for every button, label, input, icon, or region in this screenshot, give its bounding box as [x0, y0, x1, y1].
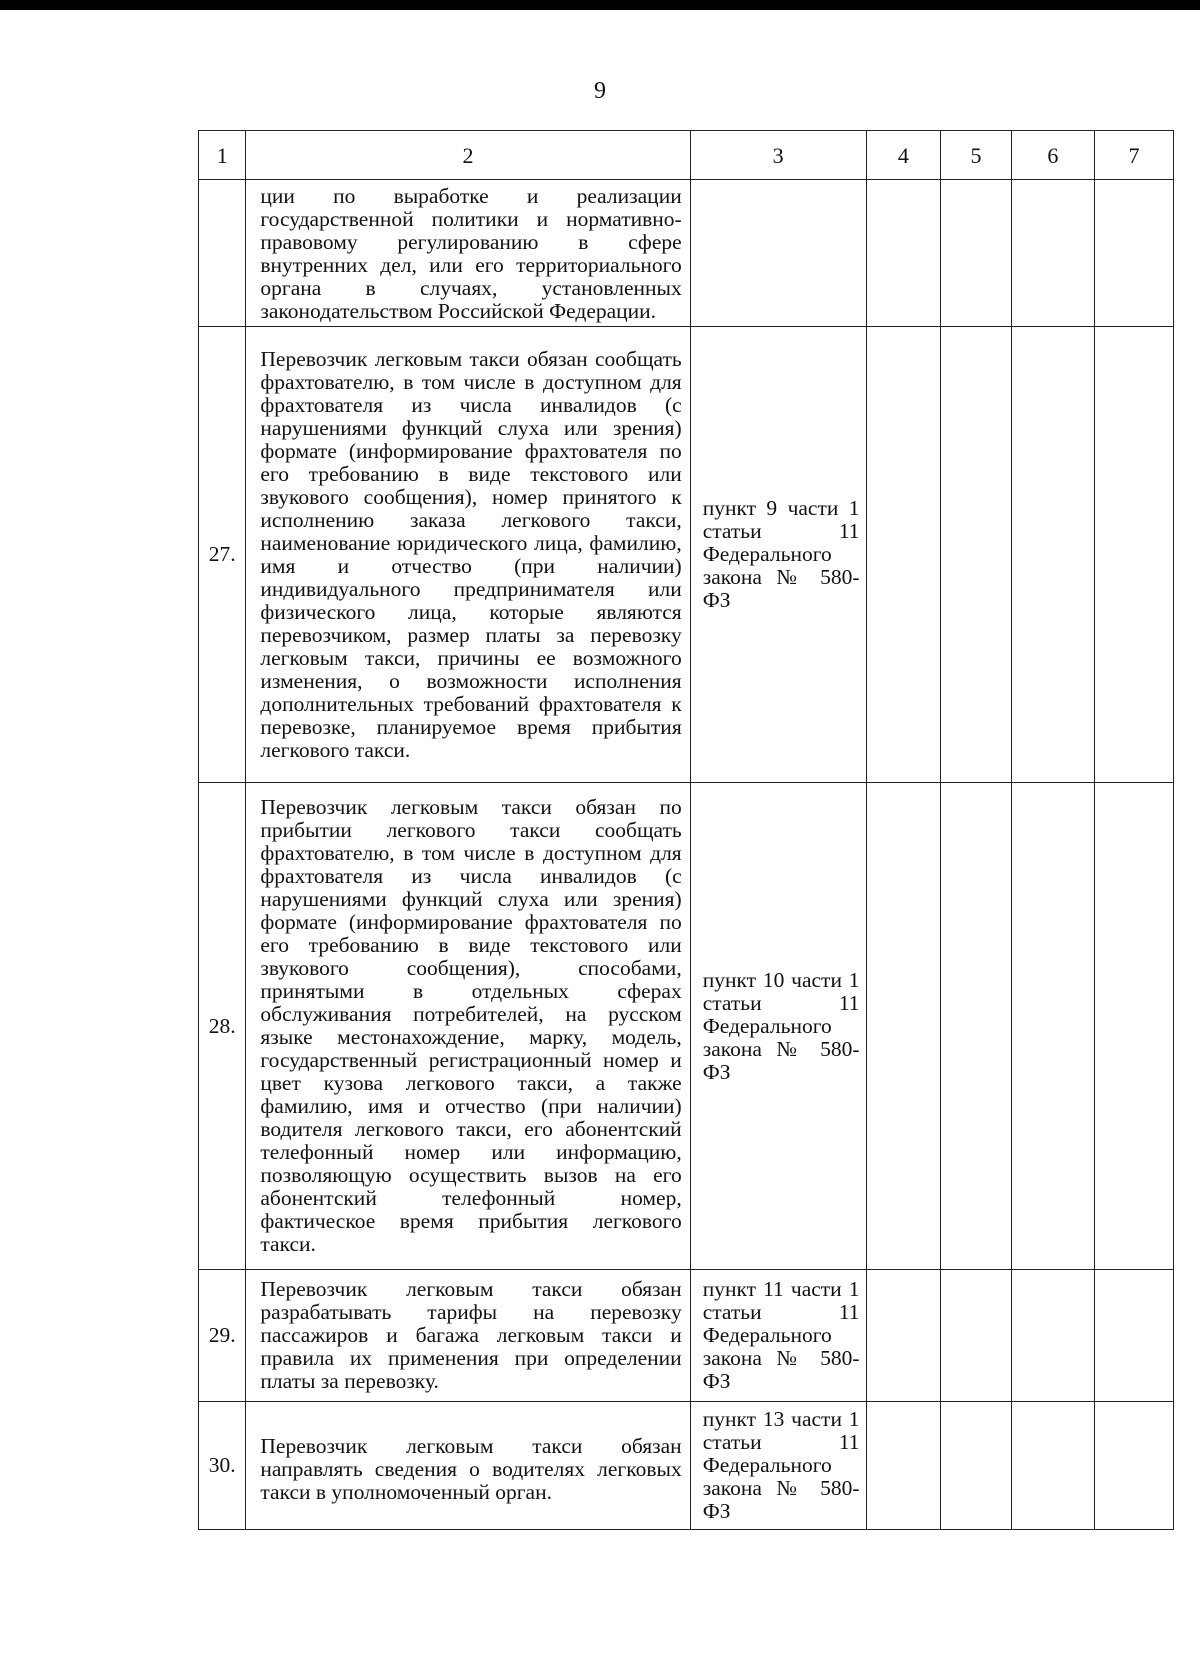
- checklist-table: [198, 130, 1174, 1530]
- check-cell-7: [1094, 327, 1173, 783]
- check-cell-7: [1094, 180, 1173, 327]
- check-cell-6: [1011, 1270, 1094, 1402]
- check-cell-4: [866, 180, 941, 327]
- table-row: [199, 327, 1174, 783]
- check-cell-6: [1011, 180, 1094, 327]
- table-row: [199, 1270, 1174, 1402]
- check-cell-5: [941, 783, 1012, 1270]
- check-cell-6: [1011, 783, 1094, 1270]
- row-number-cell: 30.: [199, 1402, 246, 1530]
- header-row: [199, 131, 1174, 180]
- reference-cell: пункт 13 части 1 статьи 11 Федерального закона № 580-ФЗ: [690, 1402, 866, 1530]
- check-cell-5: [941, 327, 1012, 783]
- check-cell-4: [866, 1402, 941, 1530]
- table-row: [199, 1402, 1174, 1530]
- header-col-5: 5: [941, 131, 1012, 180]
- requirement-cell: Перевозчик легковым такси обязан разрабатывать тарифы на перевозку пассажиров и багажа легковым такси и правила их применения при определении платы за перевозку.: [246, 1270, 690, 1402]
- table-row-continuation: [199, 180, 1174, 327]
- header-col-7: 7: [1094, 131, 1173, 180]
- check-cell-5: [941, 180, 1012, 327]
- requirement-cell: ции по выработке и реализации государственной политики и нормативно-правовому регулированию в сфере внутренних дел, или его территориального органа в случаях, установленных законодательством Российской Федерации.: [246, 180, 690, 327]
- header-col-3: 3: [690, 131, 866, 180]
- header-col-6: 6: [1011, 131, 1094, 180]
- check-cell-7: [1094, 783, 1173, 1270]
- page-number: 9: [594, 78, 606, 104]
- row-number-cell: 29.: [199, 1270, 246, 1402]
- check-cell-6: [1011, 1402, 1094, 1530]
- table-row: [199, 783, 1174, 1270]
- check-cell-5: [941, 1402, 1012, 1530]
- check-cell-7: [1094, 1270, 1173, 1402]
- header-col-2: 2: [246, 131, 690, 180]
- reference-cell: [690, 180, 866, 327]
- check-cell-4: [866, 1270, 941, 1402]
- check-cell-4: [866, 783, 941, 1270]
- reference-cell: пункт 11 части 1 статьи 11 Федерального закона № 580-ФЗ: [690, 1270, 866, 1402]
- check-cell-5: [941, 1270, 1012, 1402]
- reference-cell: пункт 9 части 1 статьи 11 Федерального закона № 580-ФЗ: [690, 327, 866, 783]
- reference-cell: пункт 10 части 1 статьи 11 Федерального закона № 580-ФЗ: [690, 783, 866, 1270]
- check-cell-6: [1011, 327, 1094, 783]
- row-number-cell: [199, 180, 246, 327]
- check-cell-4: [866, 327, 941, 783]
- header-col-1: 1: [199, 131, 246, 180]
- requirement-cell: Перевозчик легковым такси обязан по прибытии легкового такси сообщать фрахтователю, в том числе в доступном для фрахтователя из числа инвалидов (с нарушениями функций слуха или зрения) формате (информирование фрахтователя по его требованию в виде текстового или звукового сообщения), способами, принятыми в отдельных сферах обслуживания потребителей, на русском языке местонахождение, марку, модель, государственный регистрационный номер и цвет кузова легкового такси, а также фамилию, имя и отчество (при наличии) водителя легкового такси, его абонентский телефонный номер или информацию, позволяющую осуществить вызов на его абонентский телефонный номер, фактическое время прибытия легкового такси.: [246, 783, 690, 1270]
- requirement-cell: Перевозчик легковым такси обязан сообщать фрахтователю, в том числе в доступном для фрахтователя из числа инвалидов (с нарушениями функций слуха или зрения) формате (информирование фрахтователя по его требованию в виде текстового или звукового сообщения), номер принятого к исполнению заказа легкового такси, наименование юридического лица, фамилию, имя и отчество (при наличии) индивидуального предпринимателя или физического лица, которые являются перевозчиком, размер платы за перевозку легковым такси, причины ее возможного изменения, о возможности исполнения дополнительных требований фрахтователя к перевозке, планируемое время прибытия легкового такси.: [246, 327, 690, 783]
- check-cell-7: [1094, 1402, 1173, 1530]
- scan-top-edge: [0, 0, 1200, 10]
- row-number-cell: 27.: [199, 327, 246, 783]
- row-number-cell: 28.: [199, 783, 246, 1270]
- header-col-4: 4: [866, 131, 941, 180]
- requirement-cell: Перевозчик легковым такси обязан направлять сведения о водителях легковых такси в уполномоченный орган.: [246, 1402, 690, 1530]
